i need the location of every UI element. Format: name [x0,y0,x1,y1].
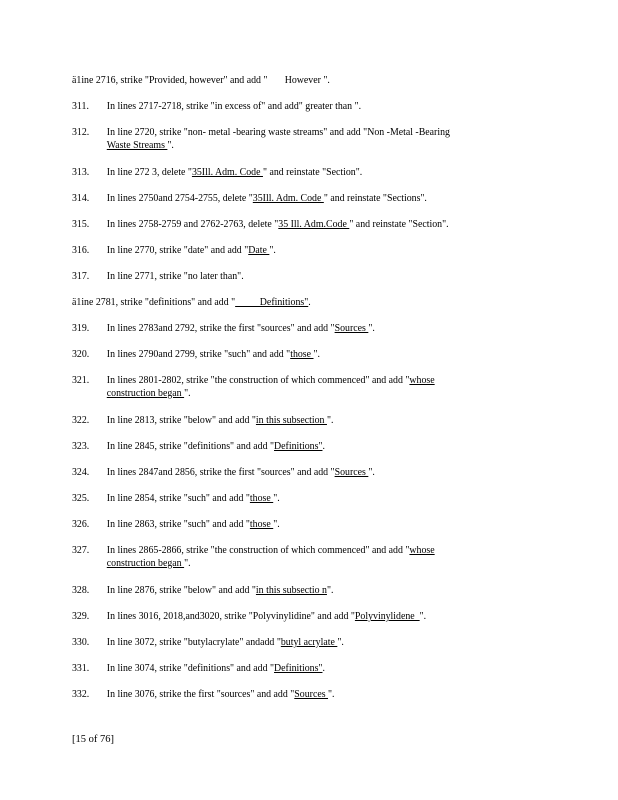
item-text [107,466,375,479]
text-segment: ". [313,349,321,360]
item-number: 315. [72,219,90,230]
item-number: 327. [72,545,90,556]
text-segment: In line 2854, strike "such" and add " [106,493,250,504]
item-text [107,270,244,283]
item-number: 331. [72,663,90,674]
inserted-text: whose [409,545,435,556]
item-number: 323. [72,441,90,452]
text-segment: ". [273,519,280,530]
item-number: 320. [72,349,90,360]
item-number: 311. [72,101,89,112]
text-segment: In line 2876, strike "below" and add " [106,585,256,596]
text-segment: In line 3074, strike "definitions" and add " [106,663,275,674]
text-segment: . [322,441,325,452]
text-segment: ". [368,323,375,334]
item-continuation [107,557,191,570]
text-segment: In line 2863, strike "such" and add " [106,519,250,530]
item-number: 322. [72,415,90,426]
item-text [107,544,435,557]
item-text [107,610,426,623]
item-text [107,192,427,205]
inserted-text: Sources [294,689,329,700]
text-segment: In lines 2847and 2856, strike the first "sources" and add " [106,467,335,478]
item-number: 319. [72,323,90,334]
text-segment: . [322,663,325,674]
text-segment: " and reinstate "Section". [262,167,363,178]
item-text [107,492,280,505]
item-text [107,244,276,257]
item-number: 326. [72,519,90,530]
item-text [107,688,335,701]
text-segment: In line 2720, strike "non- metal -bearing waste streams" and add "Non -Metal -Bearing [106,127,450,138]
text-segment: ". [326,415,334,426]
inserted-text: in this subsection [255,415,327,426]
inserted-text: Sources [334,467,369,478]
item-number: 314. [72,193,90,204]
text-segment: ". [419,611,427,622]
item-text [107,518,280,531]
text-segment: In lines 2758-2759 and 2762-2763, delete " [106,219,279,230]
text-segment: ". [337,637,344,648]
item-text [107,100,361,113]
inserted-text: 35Ill. Adm. Code [191,167,263,178]
text-segment: ". [273,493,280,504]
text-segment: ". [368,467,375,478]
text-segment: " and reinstate "Section". [349,219,449,230]
text-segment: ". [269,245,276,256]
item-text [107,218,449,231]
text-segment: In lines 2790and 2799, strike "such" and add " [106,349,291,360]
inserted-text: Sources [334,323,369,334]
item-number: 321. [72,375,90,386]
item-continuation [107,387,191,400]
item-text [107,322,375,335]
inserted-text: in this subsectio n [255,585,327,596]
item-text [107,414,334,427]
item-text [107,636,344,649]
item-text [107,374,435,387]
item-text [107,126,450,139]
text-segment: ". [167,140,174,151]
item-number: 312. [72,127,90,138]
text-segment: ". [328,689,335,700]
inserted-text: Polyvinylidene [354,611,420,622]
item-continuation [107,139,174,152]
item-number: 332. [72,689,90,700]
inserted-text: those [249,493,274,504]
text-segment: " and reinstate "Sections". [323,193,427,204]
text-segment: ". [326,585,334,596]
item-text [107,662,325,675]
text-segment: ". [184,558,191,569]
text-segment: In line 2845, strike "definitions" and add " [106,441,275,452]
text-segment: . [308,297,311,308]
inserted-text: Definitions" [274,663,323,674]
item-text [107,584,334,597]
inserted-text: those [290,349,314,360]
text-segment: In line 2770, strike "date" and add " [106,245,249,256]
item-text [72,296,311,309]
item-number: 330. [72,637,90,648]
inserted-text: construction began [106,388,185,399]
item-text [107,166,362,179]
text-segment: In lines 3016, 2018,and3020, strike "Polyvinylidine" and add " [106,611,355,622]
inserted-text: Definitions" [235,297,309,308]
text-segment: In line 3076, strike the first "sources" and add " [106,689,295,700]
text-segment: However [267,75,321,86]
item-text [72,74,330,87]
item-number: 317. [72,271,90,282]
item-number: 328. [72,585,90,596]
inserted-text: Definitions" [274,441,323,452]
text-segment: In line 2813, strike "below" and add " [106,415,256,426]
text-segment: In lines 2783and 2792, strike the first "sources" and add " [106,323,335,334]
inserted-text: construction began [106,558,185,569]
text-segment: ä1ine 2781, strike "definitions" and add " [72,297,236,308]
item-number: 316. [72,245,90,256]
page-footer: [15 of 76] [72,734,114,745]
text-segment: In lines 2717-2718, strike "in excess of" and add" greater than ". [106,101,362,112]
inserted-text: 35Ill. Adm. Code [252,193,324,204]
text-segment: ä1ine 2716, strike "Provided, however" and add " [72,75,268,86]
text-segment: ". [320,75,330,86]
inserted-text: Date [248,245,270,256]
item-number: 324. [72,467,90,478]
item-text [107,440,325,453]
text-segment: In lines 2801-2802, strike "the construction of which commenced" and add " [106,375,410,386]
inserted-text: whose [409,375,435,386]
inserted-text: butyl acrylate [280,637,338,648]
text-segment: In line 3072, strike "butylacrylate" andadd " [106,637,281,648]
item-number: 313. [72,167,90,178]
inserted-text: Waste Streams [106,140,168,151]
item-text [107,348,320,361]
text-segment: In line 2771, strike "no later than". [106,271,244,282]
inserted-text: 35 Ill. Adm.Code [278,219,350,230]
item-number: 329. [72,611,90,622]
item-number: 325. [72,493,90,504]
text-segment: ". [184,388,191,399]
text-segment: In line 272 3, delete " [106,167,192,178]
text-segment: In lines 2865-2866, strike "the construction of which commenced" and add " [106,545,410,556]
inserted-text: those [249,519,274,530]
text-segment: In lines 2750and 2754-2755, delete " [106,193,253,204]
